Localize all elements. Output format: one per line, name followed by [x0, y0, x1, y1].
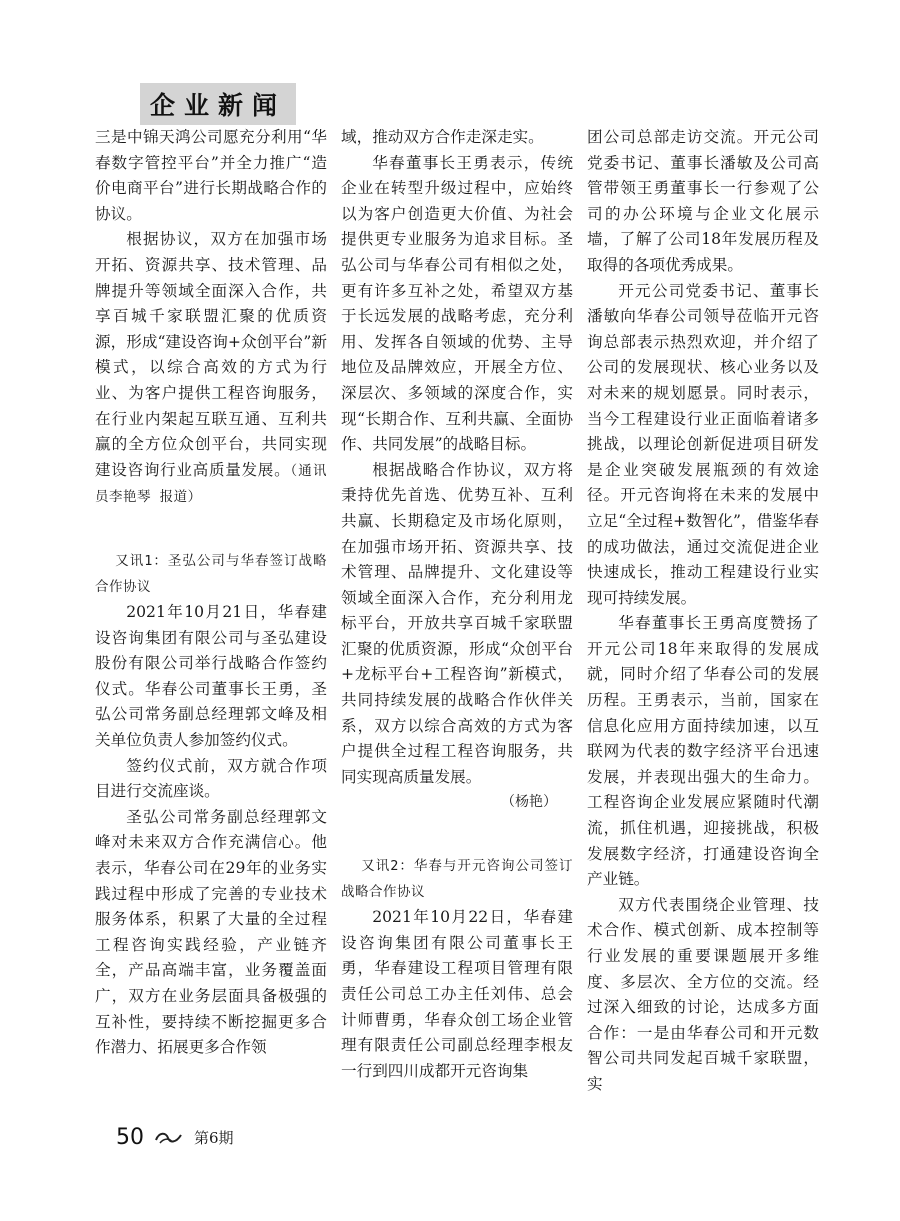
page-number: 50	[116, 1125, 144, 1150]
paragraph: 开元公司党委书记、董事长潘敏向华春公司领导莅临开元咨询总部表示热烈欢迎，并介绍了公司的发展现状、核心业务以及对未来的规划愿景。同时表示，当今工程建设行业正面临着诸多挑战，以理论创新促进项目研发是企业突破发展瓶颈的有效途径。开元咨询将在未来的发展中立足“全过程+数智化”，借鉴华春的成功做法，通过交流促进企业快速成长，推动工程建设行业实现可持续发展。	[587, 281, 819, 607]
paragraph: 双方代表围绕企业管理、技术合作、模式创新、成本控制等行业发展的重要课题展开多维度、多层次、全方位的交流。经过深入细致的讨论，达成多方面合作：一是由华春公司和开元数智公司共同发起百城千家联盟，实	[587, 895, 819, 1093]
author-signature: （杨艳）	[501, 794, 557, 811]
paragraph: 2021年10月22日，华春建设咨询集团有限公司董事长王勇，华春建设工程项目管理有限责任公司总工办主任刘伟、总会计师曹勇，华春众创工场企业管理有限责任公司副总经理李根友一行到四川成都开元咨询集	[341, 908, 573, 1080]
swirl-logo-icon	[154, 1130, 184, 1146]
article-column-1	[95, 125, 327, 1061]
section-header	[140, 83, 296, 125]
paragraph: 2021年10月21日，华春建设咨询集团有限公司与圣弘建设股份有限公司举行战略合作签约仪式。华春公司董事长王勇，圣弘公司常务副总经理郭文峰及相关单位负责人参加签约仪式。	[95, 603, 327, 750]
paragraph: 三是中锦天鸿公司愿充分利用“华春数字管控平台”并全力推广“造价电商平台”进行长期战略合作的协议。	[95, 128, 327, 223]
subheading: 又讯1：圣弘公司与华春签订战略合作协议	[95, 552, 327, 595]
section-title: 企业新闻	[149, 91, 286, 120]
paragraph: 根据战略合作协议，双方将秉持优先首选、优势互补、互利共赢、长期稳定及市场化原则，在加强市场开拓、资源共享、技术管理、品牌提升、文化建设等领域全面深入合作，充分利用龙标平台，开放共享百城千家联盟汇聚的优质资源，形成“众创平台+龙标平台+工程咨询”新模式，共同持续发展的战略合作伙伴关系，双方以综合高效的方式为客户提供全过程工程咨询服务，共同实现高质量发展。	[341, 460, 573, 786]
issue-number: 第6期	[194, 1129, 234, 1147]
paragraph: 团公司总部走访交流。开元公司党委书记、董事长潘敏及公司高管带领王勇董事长一行参观了公司的办公环境与企业文化展示墙，了解了公司18年发展历程及取得的各项优秀成果。	[587, 128, 819, 274]
paragraph: 圣弘公司常务副总经理郭文峰对未来双方合作充满信心。他表示，华春公司在29年的业务实践过程中形成了完善的专业技术服务体系，积累了大量的全过程工程咨询实践经验，产业链齐全，产品高端丰富，业务覆盖面广，双方在业务层面具备极强的互补性，要持续不断挖掘更多合作潜力、拓展更多合作领	[95, 807, 327, 1057]
paragraph: 签约仪式前，双方就合作项目进行交流座谈。	[95, 756, 327, 801]
article-column-2	[341, 125, 573, 1084]
reporter-credit: （通讯员李艳琴 报道）	[95, 462, 327, 506]
paragraph: 华春董事长王勇高度赞扬了开元公司18年来取得的发展成就，同时介绍了华春公司的发展历程。王勇表示，当前，国家在信息化应用方面持续加速，以互联网为代表的数字经济平台迅速发展，并表现出强大的生命力。工程咨询企业发展应紧随时代潮流，抓住机遇，迎接挑战，积极发展数字经济，打通建设咨询全产业链。	[587, 614, 819, 889]
article-column-3	[587, 125, 819, 1098]
paragraph: 域，推动双方合作走深走实。	[341, 128, 544, 146]
page-footer	[116, 1125, 234, 1150]
paragraph: 根据协议，双方在加强市场开拓、资源共享、技术管理、品牌提升等领域全面深入合作，共享百城千家联盟汇聚的优质资源，形成“建设咨询+众创平台”新模式，以综合高效的方式为行业、为客户提供工程咨询服务，在行业内架起互联互通、互利共赢的全方位众创平台，共同实现建设咨询行业高质量发展。（通讯员李艳琴 报道）	[95, 230, 327, 506]
subheading: 又讯2：华春与开元咨询公司签订战略合作协议	[341, 858, 573, 900]
paragraph: 华春董事长王勇表示，传统企业在转型升级过程中，应始终以为客户创造更大价值、为社会提供更专业服务为追求目标。圣弘公司与华春公司有相似之处，更有许多互补之处，希望双方基于长远发展的战略考虑，充分利用、发挥各自领域的优势、主导地位及品牌效应，开展全方位、深层次、多领域的深度合作，实现“长期合作、互利共赢、全面协作、共同发展”的战略目标。	[341, 153, 573, 454]
